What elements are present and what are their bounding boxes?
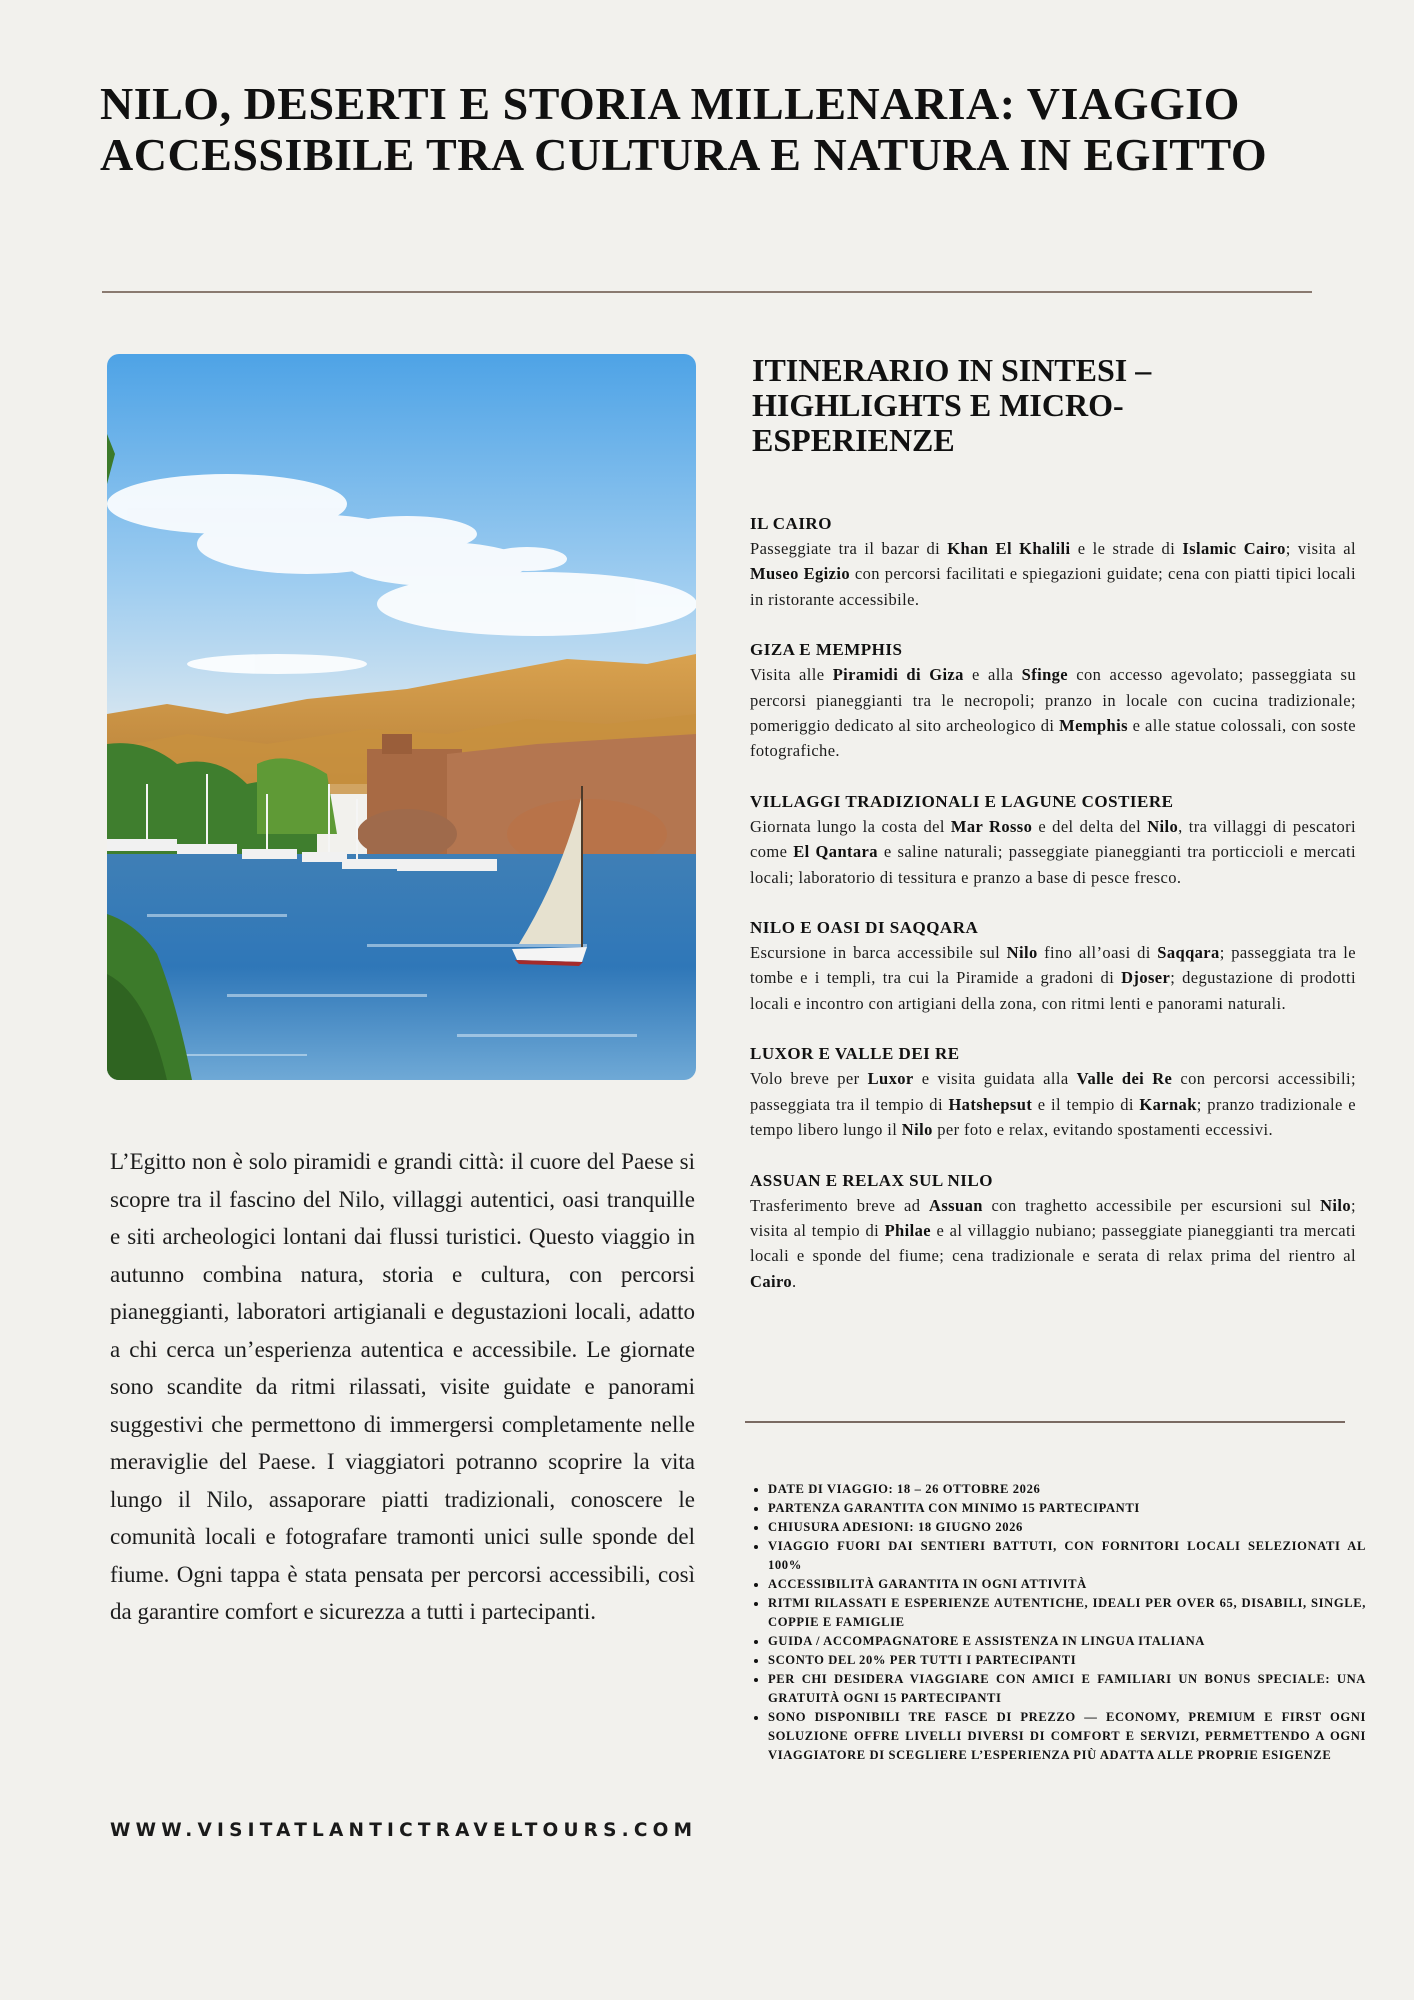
trip-fact-item: • SONO DISPONIBILI TRE FASCE DI PREZZO — ECONOMY, PREMIUM E FIRST OGNI SOLUZIONE OFFRE LIVELLI DIVERSI DI COMFORT E SERVIZI, PERMETTENDO A OGNI VIAGGIATORE DI SCEGLIERE L’ESPERIENZA PIÙ ADATTA ALLE PROPRIE ESIGENZE — [768, 1708, 1366, 1765]
itinerary-section-heading: IL CAIRO — [750, 514, 832, 533]
text-fragment: . — [792, 1271, 797, 1291]
trip-fact-item: • GUIDA / ACCOMPAGNATORE E ASSISTENZA IN LINGUA ITALIANA — [768, 1632, 1366, 1651]
trip-fact-item: • CHIUSURA ADESIONI: 18 GIUGNO 2026 — [768, 1518, 1366, 1537]
text-fragment: con percorsi accessibili; passeggiata tra il tempio di — [750, 1069, 1356, 1114]
website-url: WWW.VISITATLANTICTRAVELTOURS.COM — [110, 1820, 698, 1841]
highlight-place: Nilo — [1006, 943, 1038, 963]
itinerary-section — [750, 1168, 1356, 1295]
text-fragment: Passeggiate tra il bazar di — [750, 539, 948, 558]
itinerary-section-text — [750, 536, 1356, 612]
text-fragment: , tra villaggi di pescatori come — [750, 816, 1356, 862]
itinerary-sections — [750, 511, 1356, 1319]
highlight-place: Hatshepsut — [948, 1094, 1033, 1114]
text-fragment: Volo breve per — [750, 1069, 868, 1089]
highlight-place: Memphis — [1059, 716, 1128, 736]
trip-facts-list — [752, 1480, 1366, 1765]
text-fragment: Escursione in barca accessibile sul — [750, 943, 1007, 963]
highlight-place: Nilo — [1320, 1195, 1352, 1215]
trip-fact-item: • VIAGGIO FUORI DAI SENTIERI BATTUTI, CON FORNITORI LOCALI SELEZIONATI AL 100% — [768, 1537, 1366, 1575]
text-fragment: fino all’oasi di — [1037, 943, 1158, 963]
text-fragment: e le strade di — [1070, 539, 1183, 558]
text-fragment: con percorsi facilitati e spiegazioni guidate; cena con piatti tipici locali in ristorante accessibile. — [750, 564, 1356, 609]
intro-paragraph: L’Egitto non è solo piramidi e grandi città: il cuore del Paese si scopre tra il fascino del Nilo, villaggi autentici, oasi tranquille e siti archeologici lontani dai flussi turistici. Questo viaggio in autunno combina natura, storia e cultura, con percorsi pianeggianti, laboratori artigianali e degustazioni locali, adatto a chi cerca un’esperienza autentica e accessibile. Le giornate sono scandite da ritmi rilassati, visite guidate e panorami suggestivi che permettono di immergersi completamente nelle meraviglie del Paese. I viaggiatori potranno scoprire la vita lungo il Nilo, assaporare piatti tradizionali, conoscere le comunità locali e fotografare tramonti unici sulle sponde del fiume. Ogni tappa è stata pensata per percorsi accessibili, così da garantire comfort e sicurezza a tutti i partecipanti. — [110, 1149, 695, 1624]
itinerary-title: ITINERARIO IN SINTESI – HIGHLIGHTS E MICRO-ESPERIENZE — [752, 352, 1152, 458]
highlight-place: Mar Rosso — [950, 816, 1033, 836]
trip-fact-item: • ACCESSIBILITÀ GARANTITA IN OGNI ATTIVITÀ — [768, 1575, 1366, 1594]
highlight-place: Valle dei Re — [1076, 1069, 1173, 1089]
text-fragment: con traghetto accessibile per escursioni sul — [982, 1195, 1321, 1215]
itinerary-section — [750, 637, 1356, 764]
itinerary-section-text — [750, 1193, 1356, 1295]
highlight-place: Djoser — [1121, 968, 1171, 988]
text-fragment: ; visita al tempio di — [750, 1195, 1356, 1240]
itinerary-section-text — [750, 1066, 1356, 1142]
highlight-place: Piramidi di Giza — [832, 665, 964, 685]
text-fragment: e il tempio di — [1032, 1094, 1140, 1114]
text-fragment: ; degustazione di prodotti locali e incontro con artigiani della zona, con ritmi lenti e panorami naturali. — [750, 968, 1356, 1013]
highlight-place: Cairo — [750, 1271, 793, 1291]
highlight-place: El Qantara — [793, 842, 878, 862]
highlight-place: Khan El Khalili — [947, 539, 1071, 558]
itinerary-section-heading: ASSUAN E RELAX SUL NILO — [750, 1170, 993, 1190]
itinerary-section — [750, 789, 1356, 890]
trip-fact-item: • PARTENZA GARANTITA CON MINIMO 15 PARTECIPANTI — [768, 1499, 1366, 1518]
itinerary-section-heading: NILO E OASI DI SAQQARA — [750, 918, 979, 938]
text-fragment: e del delta del — [1032, 816, 1148, 836]
hero-photo-nile-felucca — [107, 354, 696, 1080]
highlight-place: Museo Egizio — [750, 564, 851, 584]
text-fragment: Trasferimento breve ad — [750, 1195, 930, 1215]
itinerary-section — [750, 511, 1356, 612]
text-fragment: per foto e relax, evitando spostamenti eccessivi. — [932, 1120, 1273, 1140]
text-fragment: e visita guidata alla — [913, 1069, 1077, 1089]
trip-fact-item: • DATE DI VIAGGIO: 18 – 26 OTTOBRE 2026 — [768, 1480, 1366, 1499]
text-fragment: e saline naturali; passeggiate pianeggianti tra porticcioli e mercati locali; laboratorio di tessitura e pranzo a base di pesce fresco. — [750, 842, 1356, 887]
itinerary-section-text — [750, 662, 1356, 764]
page-title: NILO, DESERTI E STORIA MILLENARIA: VIAGGIO ACCESSIBILE TRA CULTURA E NATURA IN EGITTO — [100, 78, 1268, 180]
highlight-place: Saqqara — [1157, 943, 1220, 963]
text-fragment: ; pranzo tradizionale e tempo libero lungo il — [750, 1094, 1356, 1140]
itinerary-section — [750, 915, 1356, 1016]
highlight-place: Nilo — [1147, 816, 1179, 836]
highlight-place: Islamic Cairo — [1182, 539, 1286, 558]
text-fragment: Giornata lungo la costa del — [750, 816, 951, 836]
highlight-place: Assuan — [929, 1195, 983, 1215]
text-fragment: e alla — [963, 665, 1022, 685]
itinerary-section-heading: VILLAGGI TRADIZIONALI E LAGUNE COSTIERE — [750, 791, 1174, 811]
highlight-place: Nilo — [901, 1120, 933, 1140]
trip-fact-item: • PER CHI DESIDERA VIAGGIARE CON AMICI E FAMILIARI UN BONUS SPECIALE: UNA GRATUITÀ OGNI 15 PARTECIPANTI — [768, 1670, 1366, 1708]
text-fragment: e al villaggio nubiano; passeggiate pianeggianti tra mercati locali e sponde del fiume; cena tradizionale e serata di relax prima del rientro al — [750, 1220, 1356, 1266]
text-fragment: ; visita al — [1285, 539, 1356, 558]
text-fragment: con accesso agevolato; passeggiata su percorsi pianeggianti tra le necropoli; pranzo in locale con cucina tradizionale; pomeriggio dedicato al sito archeologico di — [750, 665, 1356, 736]
facts-divider — [745, 1421, 1345, 1423]
itinerary-section-heading: LUXOR E VALLE DEI RE — [750, 1044, 960, 1064]
itinerary-section-text — [750, 940, 1356, 1016]
text-fragment: Visita alle — [750, 665, 833, 685]
highlight-place: Sfinge — [1021, 665, 1069, 685]
trip-fact-item: • RITMI RILASSATI E ESPERIENZE AUTENTICHE, IDEALI PER OVER 65, DISABILI, SINGLE, COPPIE E FAMIGLIE — [768, 1594, 1366, 1632]
highlight-place: Karnak — [1139, 1094, 1197, 1114]
trip-fact-item: • SCONTO DEL 20% PER TUTTI I PARTECIPANTI — [768, 1651, 1366, 1670]
itinerary-section-text — [750, 814, 1356, 890]
top-divider — [102, 291, 1312, 293]
highlight-place: Philae — [884, 1220, 931, 1240]
itinerary-section-heading: GIZA E MEMPHIS — [750, 640, 903, 660]
text-fragment: ; passeggiata tra le tombe e i templi, tra cui la Piramide a gradoni di — [750, 943, 1356, 988]
itinerary-section — [750, 1041, 1356, 1142]
text-fragment: e alle statue colossali, con soste fotografiche. — [750, 716, 1356, 761]
highlight-place: Luxor — [867, 1069, 914, 1089]
